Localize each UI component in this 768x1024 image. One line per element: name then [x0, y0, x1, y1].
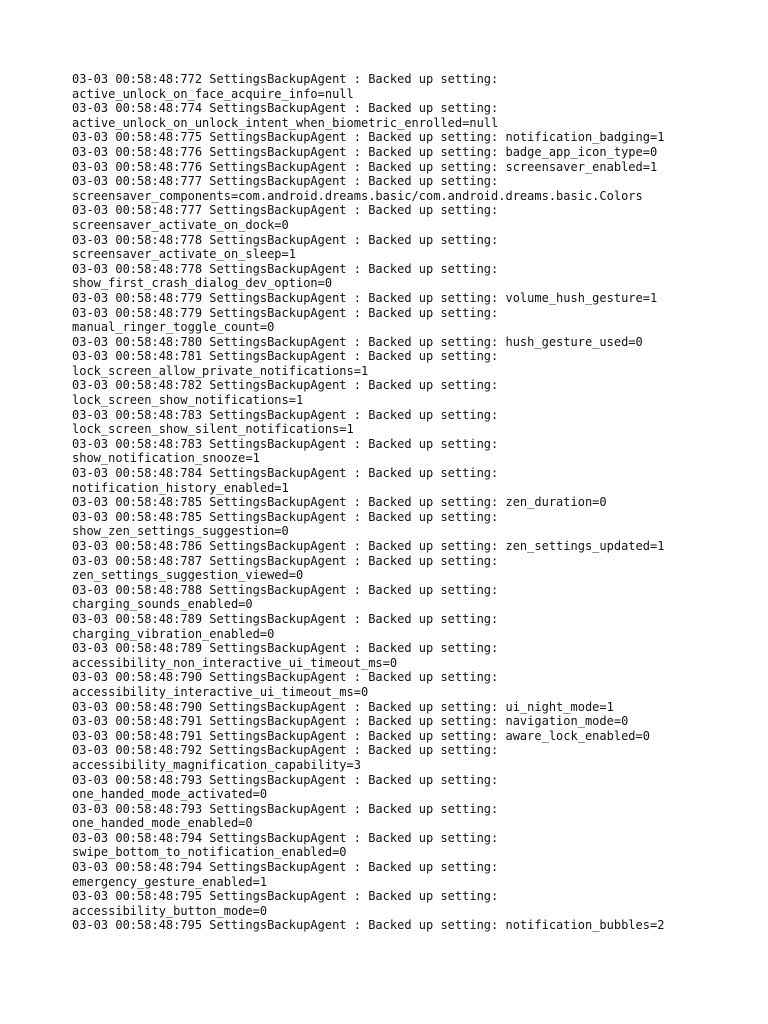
log-line: 03-03 00:58:48:780 SettingsBackupAgent : Backed up setting: hush_gesture_used=0	[72, 334, 643, 349]
log-line: emergency_gesture_enabled=1	[72, 874, 268, 889]
log-line: 03-03 00:58:48:789 SettingsBackupAgent : Backed up setting:	[72, 641, 499, 656]
log-line: notification_history_enabled=1	[72, 480, 289, 495]
log-line: screensaver_activate_on_dock=0	[72, 217, 289, 232]
log-line: one_handed_mode_activated=0	[72, 787, 268, 802]
log-line: 03-03 00:58:48:790 SettingsBackupAgent : Backed up setting:	[72, 670, 499, 685]
log-line: 03-03 00:58:48:783 SettingsBackupAgent : Backed up setting:	[72, 436, 499, 451]
log-line: accessibility_magnification_capability=3	[72, 757, 361, 772]
log-line: 03-03 00:58:48:785 SettingsBackupAgent : Backed up setting:	[72, 509, 499, 524]
log-line: lock_screen_show_silent_notifications=1	[72, 422, 354, 437]
log-line: 03-03 00:58:48:789 SettingsBackupAgent : Backed up setting:	[72, 611, 499, 626]
log-line: 03-03 00:58:48:774 SettingsBackupAgent : Backed up setting:	[72, 101, 499, 116]
log-document	[72, 72, 752, 948]
log-line: 03-03 00:58:48:778 SettingsBackupAgent : Backed up setting:	[72, 232, 499, 247]
log-line: 03-03 00:58:48:790 SettingsBackupAgent : Backed up setting: ui_night_mode=1	[72, 699, 614, 714]
log-line: accessibility_interactive_ui_timeout_ms=0	[72, 684, 369, 699]
log-line: 03-03 00:58:48:792 SettingsBackupAgent : Backed up setting:	[72, 743, 499, 758]
log-line: 03-03 00:58:48:794 SettingsBackupAgent : Backed up setting:	[72, 860, 499, 875]
log-line: active_unlock_on_face_acquire_info=null	[72, 86, 354, 101]
log-line: 03-03 00:58:48:793 SettingsBackupAgent : Backed up setting:	[72, 801, 499, 816]
log-line: show_first_crash_dialog_dev_option=0	[72, 276, 333, 291]
log-line	[72, 933, 752, 948]
log-line: 03-03 00:58:48:786 SettingsBackupAgent : Backed up setting: zen_settings_updated=1	[72, 539, 665, 553]
log-line: swipe_bottom_to_notification_enabled=0	[72, 845, 347, 860]
log-line: zen_settings_suggestion_viewed=0	[72, 568, 304, 583]
log-line: one_handed_mode_enabled=0	[72, 816, 253, 831]
log-line: 03-03 00:58:48:781 SettingsBackupAgent : Backed up setting:	[72, 349, 499, 364]
log-line: 03-03 00:58:48:775 SettingsBackupAgent : Backed up setting: notification_badging=1	[72, 130, 665, 145]
log-line: 03-03 00:58:48:777 SettingsBackupAgent : Backed up setting:	[72, 174, 499, 189]
log-line: 03-03 00:58:48:795 SettingsBackupAgent : Backed up setting: notification_bubbles=2	[72, 918, 665, 933]
log-line: 03-03 00:58:48:791 SettingsBackupAgent : Backed up setting: navigation_mode=0	[72, 714, 629, 729]
log-line: 03-03 00:58:48:794 SettingsBackupAgent : Backed up setting:	[72, 830, 499, 845]
log-line: charging_vibration_enabled=0	[72, 626, 275, 641]
log-line: 03-03 00:58:48:779 SettingsBackupAgent : Backed up setting: volume_hush_gesture=1	[72, 290, 658, 305]
log-line: 03-03 00:58:48:788 SettingsBackupAgent : Backed up setting:	[72, 582, 499, 597]
log-line: 03-03 00:58:48:784 SettingsBackupAgent : Backed up setting:	[72, 466, 499, 481]
log-line: 03-03 00:58:48:793 SettingsBackupAgent : Backed up setting:	[72, 772, 499, 787]
log-line: 03-03 00:58:48:785 SettingsBackupAgent : Backed up setting: zen_duration=0	[72, 495, 607, 510]
log-line: 03-03 00:58:48:779 SettingsBackupAgent : Backed up setting:	[72, 305, 499, 320]
log-line: 03-03 00:58:48:795 SettingsBackupAgent : Backed up setting:	[72, 889, 499, 904]
log-line: active_unlock_on_unlock_intent_when_biometric_enrolled=null	[72, 115, 499, 130]
log-line: 03-03 00:58:48:772 SettingsBackupAgent : Backed up setting:	[72, 72, 499, 86]
log-line: accessibility_button_mode=0	[72, 903, 268, 918]
log-line: screensaver_components=com.android.dreams.basic/com.android.dreams.basic.Colors	[72, 188, 643, 203]
log-line: accessibility_non_interactive_ui_timeout_ms=0	[72, 655, 398, 670]
log-line: show_zen_settings_suggestion=0	[72, 524, 289, 539]
log-line: 03-03 00:58:48:776 SettingsBackupAgent : Backed up setting: badge_app_icon_type=0	[72, 144, 658, 159]
log-line: charging_sounds_enabled=0	[72, 597, 253, 612]
log-line: 03-03 00:58:48:776 SettingsBackupAgent : Backed up setting: screensaver_enabled=1	[72, 159, 658, 174]
log-line: 03-03 00:58:48:783 SettingsBackupAgent : Backed up setting:	[72, 407, 499, 422]
log-line: lock_screen_allow_private_notifications=1	[72, 363, 369, 378]
log-line: manual_ringer_toggle_count=0	[72, 320, 275, 335]
log-line: 03-03 00:58:48:787 SettingsBackupAgent : Backed up setting:	[72, 553, 499, 568]
log-line: 03-03 00:58:48:782 SettingsBackupAgent : Backed up setting:	[72, 378, 499, 393]
log-line: screensaver_activate_on_sleep=1	[72, 247, 296, 262]
log-line: lock_screen_show_notifications=1	[72, 393, 304, 408]
log-line: 03-03 00:58:48:778 SettingsBackupAgent : Backed up setting:	[72, 261, 499, 276]
log-line: show_notification_snooze=1	[72, 451, 260, 466]
log-line: 03-03 00:58:48:791 SettingsBackupAgent : Backed up setting: aware_lock_enabled=0	[72, 728, 650, 743]
log-line: 03-03 00:58:48:777 SettingsBackupAgent : Backed up setting:	[72, 203, 499, 218]
